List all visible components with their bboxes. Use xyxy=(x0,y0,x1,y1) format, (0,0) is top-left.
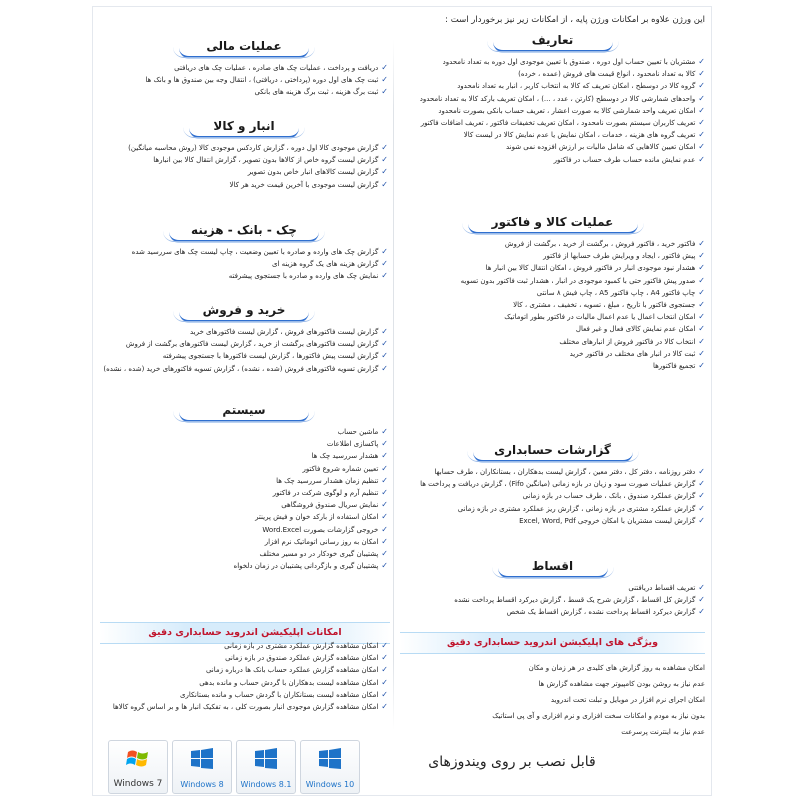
list-item xyxy=(100,166,388,178)
section-title: عملیات کالا و فاکتور xyxy=(468,212,638,234)
list-item xyxy=(100,677,388,689)
section-financial xyxy=(100,36,388,99)
list-item xyxy=(100,640,388,652)
section-check-bank-expense xyxy=(100,220,388,283)
check-icon: ✓ xyxy=(381,363,388,373)
check-icon: ✓ xyxy=(381,339,388,349)
windows-label: Windows 8 xyxy=(180,780,224,789)
check-icon: ✓ xyxy=(381,451,388,461)
section-accounting-reports xyxy=(400,440,705,527)
check-icon: ✓ xyxy=(698,154,705,164)
check-icon: ✓ xyxy=(698,595,705,605)
item-text: امکان مشاهده گزارش موجودی انبار بصورت کلی ، به تفکیک انبار ها و بر اساس گروه کالاها xyxy=(112,703,379,712)
item-text: صدور پیش فاکتور حتی با کمبود موجودی در انبار ، هشدار ثبت فاکتور بدون تسویه xyxy=(460,276,696,285)
list-item xyxy=(400,660,705,676)
windows-flag-icon xyxy=(126,747,150,771)
check-icon: ✓ xyxy=(698,251,705,261)
item-text: گزارش عملیات صورت سود و زیان در بازه زمانی (میانگین Fifo) ، گزارش دریافت و پرداخت ها xyxy=(420,480,696,489)
check-icon: ✓ xyxy=(381,327,388,336)
list-item xyxy=(400,360,705,372)
check-icon: ✓ xyxy=(381,179,388,189)
item-text: امکان انتخاب اعمال یا عدم اعمال مالیات در فاکتور بطور اتوماتیک xyxy=(504,313,696,322)
list-item xyxy=(400,348,705,360)
windows-label: Windows 8.1 xyxy=(240,780,292,789)
list-item xyxy=(400,129,705,141)
list-item xyxy=(400,141,705,153)
list-item xyxy=(400,275,705,287)
list-item xyxy=(400,262,705,274)
item-text: گزارش هزینه های یک گروه هزینه ای xyxy=(271,260,379,269)
list-item xyxy=(400,250,705,262)
check-icon: ✓ xyxy=(381,427,388,436)
item-text: تعریف اقساط دریافتنی xyxy=(628,584,696,592)
section-title: اقساط xyxy=(498,556,608,578)
list-item xyxy=(100,179,388,191)
item-list xyxy=(100,246,388,283)
list-item xyxy=(100,338,388,350)
item-text: تعیین شماره شروع فاکتور xyxy=(302,464,379,473)
windows-8-badge xyxy=(172,740,232,794)
item-text: ثبت کالا در انبار های مختلف در فاکتور خرید xyxy=(569,349,696,358)
check-icon: ✓ xyxy=(698,69,705,79)
list-item xyxy=(100,524,388,536)
item-text: گروه کالا در دوسطح ، امکان تعریف که کالا به انتخاب کاربر ، انبار به تعداد نامحدود xyxy=(457,82,696,91)
check-icon: ✓ xyxy=(381,143,388,152)
item-text: عدم نیاز به اینترنت پرسرعت xyxy=(621,728,705,736)
list-item xyxy=(100,536,388,548)
item-text: امکان به روز رسانی اتوماتیک نرم افزار xyxy=(264,537,379,546)
item-text: امکان مشاهده لیست بستانکاران با گردش حساب و مانده بستانکاری xyxy=(180,690,379,699)
section-definitions xyxy=(400,30,705,166)
list-item xyxy=(100,463,388,475)
check-icon: ✓ xyxy=(381,75,388,85)
check-icon: ✓ xyxy=(698,118,705,128)
check-icon: ✓ xyxy=(381,512,388,522)
app-features xyxy=(400,660,705,740)
check-icon: ✓ xyxy=(381,439,388,449)
list-item xyxy=(400,238,705,250)
list-item xyxy=(400,606,705,618)
item-text: امکان مشاهده گزارش عملکرد حساب بانک ها درباره زمانی xyxy=(205,666,379,675)
item-list xyxy=(400,660,705,740)
app-features-title: ویژگی های اپلیکیشن اندروید حسابداری دقیق xyxy=(400,632,705,654)
check-icon: ✓ xyxy=(698,239,705,248)
check-icon: ✓ xyxy=(381,500,388,510)
list-item xyxy=(100,350,388,362)
list-item xyxy=(100,270,388,282)
check-icon: ✓ xyxy=(698,300,705,310)
check-icon: ✓ xyxy=(381,63,388,72)
item-text: گزارش موجودی کالا اول دوره ، گزارش کاردکس موجودی کالا (روش محاسبه میانگین) xyxy=(128,144,379,152)
list-item xyxy=(400,515,705,527)
item-text: ثبت چک های اول دوره (پرداختی ، دریافتی) ، انتقال وجه بین صندوق ها و بانک ها xyxy=(145,76,379,85)
item-text: امکان تعریف واحد شمارشی کالا به صورت اعشار ، تعریف حساب بانکی بصورت نامحدود xyxy=(438,106,696,115)
item-list xyxy=(400,582,705,619)
check-icon: ✓ xyxy=(381,463,388,473)
check-icon: ✓ xyxy=(381,155,388,165)
section-title: انبار و کالا xyxy=(189,116,299,138)
item-text: تعریف گروه های هزینه ، خدمات ، امکان نمایش یا عدم نمایش کالا در لیست کالا xyxy=(463,131,696,140)
check-icon: ✓ xyxy=(698,491,705,501)
item-text: پیش فاکتور ، ایجاد و ویرایش طرف حسابها از فاکتور xyxy=(543,252,696,261)
list-item xyxy=(400,93,705,105)
check-icon: ✓ xyxy=(698,105,705,115)
section-goods-invoice xyxy=(400,212,705,372)
list-item xyxy=(400,478,705,490)
section-system xyxy=(100,400,388,572)
item-text: پاکسازی اطلاعات xyxy=(326,440,379,449)
item-text: امکان تعیین کالاهایی که شامل مالیات بر ارزش افزوده نمی شوند xyxy=(505,143,696,152)
item-text: گزارش لیست فاکتورهای فروش ، گزارش لیست فاکتورهای خرید xyxy=(189,328,379,336)
list-item xyxy=(400,80,705,92)
windows-logo-icon xyxy=(190,747,214,771)
check-icon: ✓ xyxy=(381,247,388,256)
windows-badges xyxy=(108,740,358,792)
item-text: نمایش سریال صندوق فروشگاهی xyxy=(281,501,379,510)
list-item xyxy=(100,664,388,676)
item-list xyxy=(400,466,705,527)
list-item xyxy=(100,475,388,487)
section-title: چک - بانک - هزینه xyxy=(169,220,319,242)
list-item xyxy=(400,105,705,117)
list-item xyxy=(100,652,388,664)
list-item xyxy=(400,466,705,478)
item-text: گزارش لیست گروه خاص از کالاها بدون تصویر ، گزارش انتقال کالا بین انبارها xyxy=(153,156,379,165)
list-item xyxy=(100,511,388,523)
item-text: هشدار نبود موجودی انبار در فاکتور فروش ، امکان انتقال کالا بین انبار ها xyxy=(485,264,696,273)
section-buy-sell xyxy=(100,300,388,375)
item-list xyxy=(400,238,705,372)
item-text: جستجوی فاکتور با تاریخ ، مبلغ ، تسویه ، تخفیف ، مشتری ، کالا xyxy=(513,301,696,310)
section-title: عملیات مالی xyxy=(179,36,309,58)
item-list xyxy=(100,640,388,713)
item-list xyxy=(100,426,388,572)
list-item xyxy=(400,336,705,348)
list-item xyxy=(100,326,388,338)
list-item xyxy=(100,62,388,74)
item-text: امکان مشاهده لیست بدهکاران با گردش حساب و مانده بدهی xyxy=(199,678,379,687)
list-item xyxy=(400,117,705,129)
item-text: هشدار سررسید چک ها xyxy=(311,452,379,461)
check-icon: ✓ xyxy=(381,677,388,687)
check-icon: ✓ xyxy=(698,361,705,371)
check-icon: ✓ xyxy=(698,93,705,103)
item-text: دفتر روزنامه ، دفتر کل ، دفتر معین ، گزارش لیست بدهکاران ، بستانکاران ، طرف حسابها xyxy=(434,468,696,476)
check-icon: ✓ xyxy=(381,641,388,650)
check-icon: ✓ xyxy=(698,312,705,322)
item-text: گزارش لیست پیش فاکتورها ، گزارش لیست فاکتورها با جستجوی پیشرفته xyxy=(162,352,379,361)
section-warehouse xyxy=(100,116,388,191)
list-item xyxy=(400,323,705,335)
check-icon: ✓ xyxy=(381,689,388,699)
check-icon: ✓ xyxy=(698,583,705,592)
item-text: امکان عدم نمایش کالای فعال و غیر فعال xyxy=(575,325,696,334)
item-text: تعریف کاربران سیستم بصورت نامحدود ، امکان تعریف تخفیفات فاکتور ، تعریف اضافات فاکتور xyxy=(420,119,696,128)
windows-7-badge xyxy=(108,740,168,794)
list-item xyxy=(100,548,388,560)
item-text: گزارش دیرکرد اقساط پرداخت نشده ، گزارش اقساط یک شخص xyxy=(506,608,696,617)
section-title: سیستم xyxy=(179,400,309,422)
item-text: گزارش تسویه فاکتورهای فروش (شده ، نشده) ، گزارش تسویه فاکتورهای خرید (شده ، نشده) xyxy=(103,364,379,373)
check-icon: ✓ xyxy=(698,142,705,152)
list-item xyxy=(400,154,705,166)
check-icon: ✓ xyxy=(381,167,388,177)
list-item xyxy=(100,154,388,166)
item-text: چاپ فاکتور A4 ، چاپ فاکتور A5 ، چاپ فیش ۸ سانتی xyxy=(536,288,696,297)
list-item xyxy=(100,86,388,98)
list-item xyxy=(100,426,388,438)
item-text: مشتریان با تعیین حساب اول دوره ، صندوق با تعیین موجودی اول دوره به تعداد نامحدود xyxy=(442,58,696,66)
section-title: گزارشات حسابداری xyxy=(473,440,633,462)
list-item xyxy=(100,142,388,154)
list-item xyxy=(100,499,388,511)
list-item xyxy=(400,68,705,80)
item-text: بدون نیاز به مودم و امکانات سخت افزاری و نرم افزاری و آی پی استاتیک xyxy=(492,712,705,720)
windows-label: Windows 10 xyxy=(305,780,355,789)
list-item xyxy=(100,258,388,270)
item-text: فاکتور خرید ، فاکتور فروش ، برگشت از خرید ، برگشت از فروش xyxy=(504,240,696,248)
list-item xyxy=(400,582,705,594)
windows-10-badge xyxy=(300,740,360,794)
windows-label: Windows 7 xyxy=(113,779,163,789)
windows-logo-icon xyxy=(254,747,278,771)
check-icon: ✓ xyxy=(381,561,388,571)
list-item xyxy=(100,438,388,450)
item-text: امکان اجرای نرم افزار در موبایل و تبلت تحت اندروید xyxy=(550,696,705,704)
item-text: امکان مشاهده گزارش عملکرد صندوق در بازه زمانی xyxy=(225,654,379,663)
intro-text: این ورژن علاوه بر امکانات ورژن پایه ، از امکانات زیر نیز برخوردار است : xyxy=(445,15,705,25)
item-text: امکان مشاهده گزارش عملکرد مشتری در بازه زمانی xyxy=(224,642,379,650)
item-text: ماشین حساب xyxy=(337,428,379,436)
column-divider xyxy=(393,40,394,730)
item-list xyxy=(400,56,705,166)
item-text: گزارش لیست کالاهای انبار خاص بدون تصویر xyxy=(247,168,379,177)
list-item xyxy=(400,490,705,502)
item-text: گزارش عملکرد مشتری در بازه زمانی ، گزارش ریز عملکرد مشتری در بازه زمانی xyxy=(457,504,696,513)
item-text: گزارش لیست مشتریان با امکان خروجی Excel, Word, Pdf xyxy=(519,516,696,525)
android-capabilities-title: امکانات اپلیکیشن اندروید حسابداری دقیق xyxy=(100,622,390,644)
check-icon: ✓ xyxy=(698,81,705,91)
check-icon: ✓ xyxy=(698,263,705,273)
list-item xyxy=(400,692,705,708)
section-title: خرید و فروش xyxy=(179,300,309,322)
item-text: نمایش چک های وارده و صادره با جستجوی پیشرفته xyxy=(228,272,379,281)
check-icon: ✓ xyxy=(381,259,388,269)
list-item xyxy=(100,74,388,86)
item-text: امکان استفاده از بارکد خوان و فیش پرینتر xyxy=(255,513,379,522)
item-text: عدم نیاز به روشن بودن کامپیوتر جهت مشاهده گزارش ها xyxy=(538,680,705,688)
list-item xyxy=(400,594,705,606)
check-icon: ✓ xyxy=(381,536,388,546)
list-item xyxy=(400,299,705,311)
list-item xyxy=(400,311,705,323)
list-item xyxy=(100,487,388,499)
item-text: عدم نمایش مانده حساب طرف حساب در فاکتور xyxy=(553,155,696,164)
check-icon: ✓ xyxy=(698,348,705,358)
list-item xyxy=(100,701,388,713)
item-text: ثبت برگ هزینه ، ثبت برگ هزینه های بانکی xyxy=(254,88,379,97)
check-icon: ✓ xyxy=(698,515,705,525)
item-list xyxy=(100,142,388,191)
item-text: گزارش عملکرد صندوق ، بانک ، طرف حساب در بازه زمانی xyxy=(522,492,696,501)
list-item xyxy=(100,689,388,701)
item-text: دریافت و پرداخت ، عملیات چک های صادره ، عملیات چک های دریافتی xyxy=(174,64,379,72)
check-icon: ✓ xyxy=(698,130,705,140)
list-item xyxy=(100,560,388,572)
list-item xyxy=(400,287,705,299)
check-icon: ✓ xyxy=(381,702,388,712)
list-item xyxy=(100,246,388,258)
check-icon: ✓ xyxy=(698,57,705,66)
install-text: قابل نصب بر روی ویندوزهای xyxy=(428,754,596,770)
list-item xyxy=(400,503,705,515)
item-text: گزارش کل اقساط ، گزارش شرح یک قسط ، گزارش دیرکرد اقساط پرداخت نشده xyxy=(454,596,696,605)
check-icon: ✓ xyxy=(698,503,705,513)
check-icon: ✓ xyxy=(698,275,705,285)
item-text: تجمیع فاکتورها xyxy=(652,362,696,371)
list-item xyxy=(400,676,705,692)
item-text: انتخاب کالا در فاکتور فروش از انبارهای مختلف xyxy=(559,337,696,346)
windows-8-1-badge xyxy=(236,740,296,794)
item-text: کالا به تعداد نامحدود ، انواع قیمت های فروش (عمده ، خرده) xyxy=(518,70,696,79)
check-icon: ✓ xyxy=(381,351,388,361)
check-icon: ✓ xyxy=(381,475,388,485)
item-list xyxy=(100,326,388,375)
check-icon: ✓ xyxy=(381,271,388,281)
item-text: گزارش چک های وارده و صادره با تعیین وضعیت ، چاپ لیست چک های سررسید شده xyxy=(131,248,379,256)
item-list xyxy=(100,62,388,99)
android-capabilities xyxy=(100,640,388,713)
check-icon: ✓ xyxy=(381,549,388,559)
check-icon: ✓ xyxy=(698,467,705,476)
section-title: تعاریف xyxy=(493,30,613,52)
check-icon: ✓ xyxy=(698,287,705,297)
list-item xyxy=(400,56,705,68)
check-icon: ✓ xyxy=(698,607,705,617)
item-text: واحدهای شمارشی کالا در دوسطح (کارتن ، عدد ، ...) ، امکان تعریف بارکد کالا به تعداد نامحدود xyxy=(419,94,696,103)
item-text: خروجی گزارشات بصورت Word.Excel xyxy=(262,525,379,534)
list-item xyxy=(100,363,388,375)
check-icon: ✓ xyxy=(381,524,388,534)
windows-logo-icon xyxy=(318,747,342,771)
item-text: امکان مشاهده به روز گزارش های کلیدی در هر زمان و مکان xyxy=(528,664,705,672)
item-text: پشتیبان گیری خودکار در دو مسیر مختلف xyxy=(259,550,379,559)
check-icon: ✓ xyxy=(698,324,705,334)
check-icon: ✓ xyxy=(698,479,705,489)
check-icon: ✓ xyxy=(381,488,388,498)
item-text: گزارش لیست فاکتورهای برگشت از خرید ، گزارش لیست فاکتورهای برگشت از فروش xyxy=(125,340,379,349)
item-text: پشتیبان گیری و بازگردانی پشتیبان در زمان دلخواه xyxy=(233,562,379,571)
check-icon: ✓ xyxy=(381,87,388,97)
item-text: گزارش لیست موجودی با آخرین قیمت خرید هر کالا xyxy=(229,180,379,189)
check-icon: ✓ xyxy=(698,336,705,346)
list-item xyxy=(100,450,388,462)
list-item xyxy=(400,708,705,724)
item-text: تنظیم آرم و لوگوی شرکت در فاکتور xyxy=(272,489,379,498)
section-installments xyxy=(400,556,705,619)
check-icon: ✓ xyxy=(381,665,388,675)
list-item xyxy=(400,724,705,740)
item-text: تنظیم زمان هشدار سررسید چک ها xyxy=(276,476,379,485)
check-icon: ✓ xyxy=(381,653,388,663)
